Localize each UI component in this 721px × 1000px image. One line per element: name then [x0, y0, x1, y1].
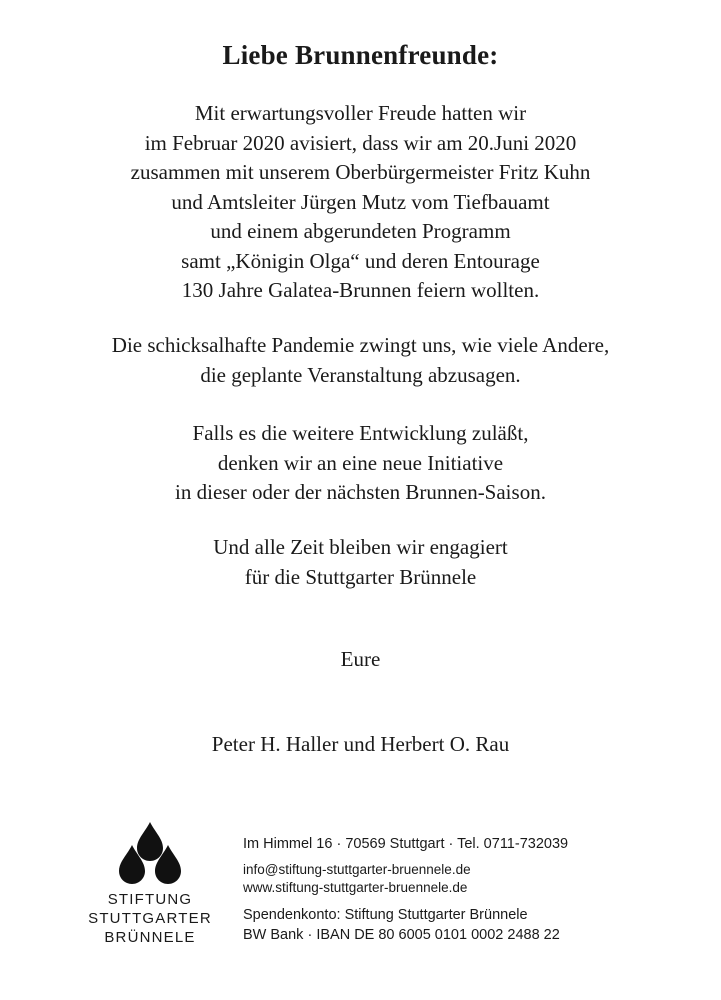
logo-text-line: BRÜNNELE: [104, 929, 196, 946]
text-line: denken wir an eine neue Initiative: [217, 450, 504, 475]
text-line: Falls es die weitere Entwicklung zuläßt,: [192, 421, 529, 445]
foundation-logo: [80, 820, 220, 955]
text-line: und einem abgerundeten Programm: [210, 219, 511, 243]
logo-text-line: STUTTGARTER: [88, 910, 212, 927]
postal-address: Im Himmel 16 · 70569 Stuttgart · Tel. 0711-732039: [243, 836, 569, 852]
contact-block: [243, 834, 568, 945]
letterhead-footer: [0, 820, 721, 970]
text-line: und Amtsleiter Jürgen Mutz vom Tiefbauamt: [171, 189, 550, 214]
paragraph-announcement: [0, 99, 721, 306]
paragraph-cancellation: [0, 331, 721, 390]
paragraph-outlook: [0, 419, 721, 508]
paragraph-commitment: [0, 533, 721, 592]
logo-text-line: STIFTUNG: [107, 891, 193, 908]
bank-details: BW Bank · IBAN DE 80 6005 0101 0002 2488 22: [243, 927, 560, 943]
donation-account: Spendenkonto: Stiftung Stuttgarter Brünnele: [243, 907, 528, 923]
letter-title: Liebe Brunnenfreunde:: [222, 40, 499, 70]
text-line: Die schicksalhafte Pandemie zwingt uns, wie viele Andere,: [111, 333, 610, 357]
website-address: www.stiftung-stuttgarter-bruennele.de: [243, 880, 468, 895]
text-line: die geplante Veranstaltung abzusagen.: [200, 362, 521, 387]
text-line: samt „Königin Olga“ und deren Entourage: [181, 248, 540, 273]
letter-signature: Peter H. Haller und Herbert O. Rau: [211, 732, 510, 756]
text-line: 130 Jahre Galatea-Brunnen feiern wollten.: [181, 278, 540, 302]
email-address: info@stiftung-stuttgarter-bruennele.de: [243, 862, 471, 877]
text-line: zusammen mit unserem Oberbürgermeister Fritz Kuhn: [130, 160, 591, 184]
text-line: für die Stuttgarter Brünnele: [244, 564, 477, 589]
text-line: in dieser oder der nächsten Brunnen-Saison.: [175, 480, 546, 504]
letter-closing: Eure: [340, 647, 381, 671]
text-line: Mit erwartungsvoller Freude hatten wir: [194, 101, 527, 125]
text-line: Und alle Zeit bleiben wir engagiert: [213, 535, 508, 559]
text-line: im Februar 2020 avisiert, dass wir am 20.Juni 2020: [144, 130, 577, 155]
three-drops-icon: [112, 820, 188, 890]
